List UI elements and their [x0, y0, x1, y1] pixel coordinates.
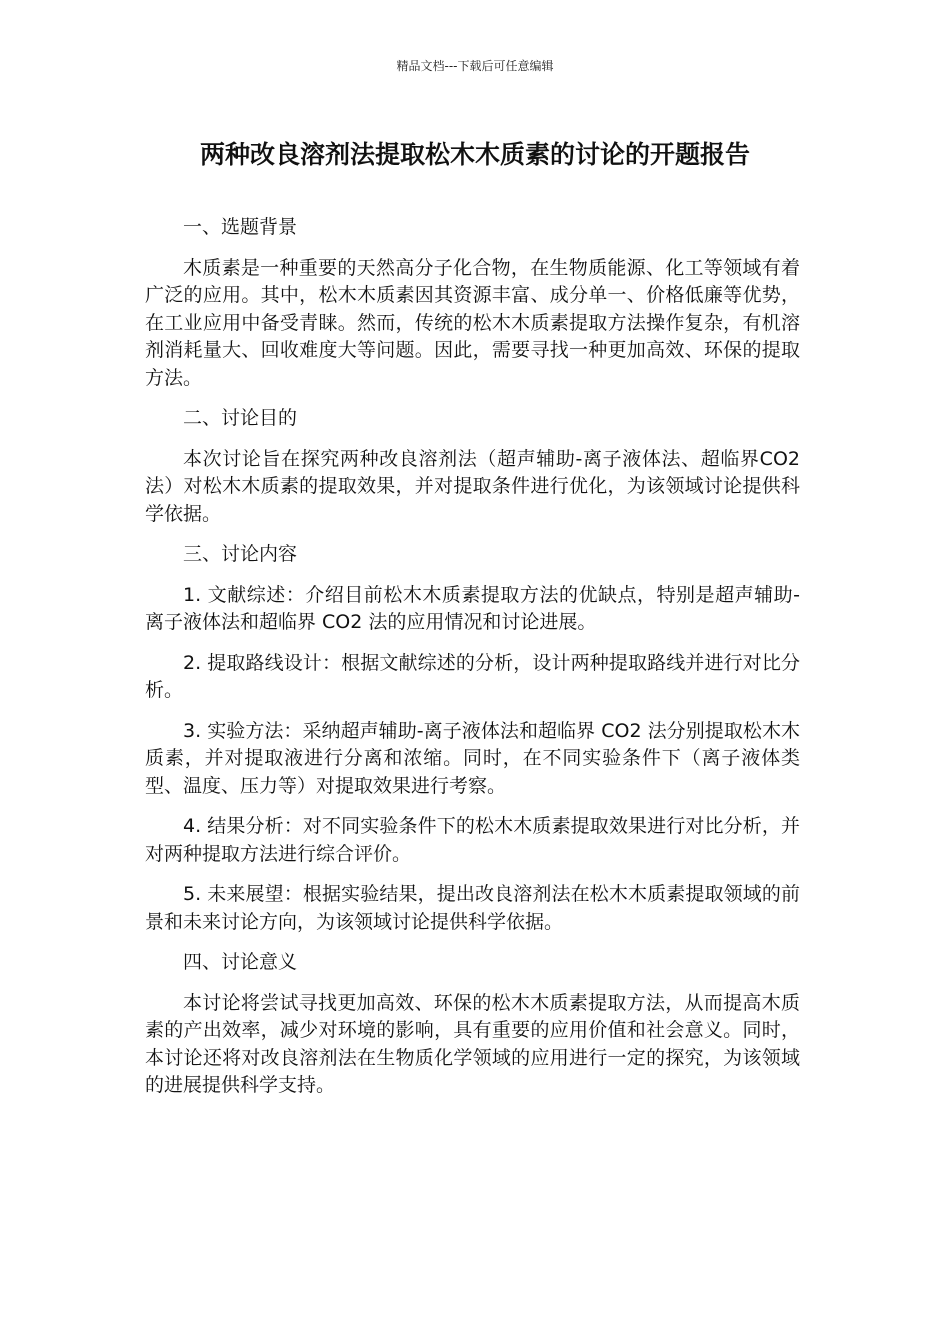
- content-item-3: 3. 实验方法：采纳超声辅助-离子液体法和超临界 CO2 法分别提取松木木质素，并对提取液进行分离和浓缩。同时，在不同实验条件下（离子液体类型、温度、压力等）对提取效果进行考察。: [145, 719, 800, 797]
- header-note: 精品文档---下载后可任意编辑: [396, 59, 554, 73]
- content-item-1: 1. 文献综述：介绍目前松木木质素提取方法的优缺点，特别是超声辅助-离子液体法和超临界 CO2 法的应用情况和讨论进展。: [145, 583, 800, 633]
- document-title: 两种改良溶剂法提取松木木质素的讨论的开题报告: [199, 140, 750, 169]
- background-paragraph: 木质素是一种重要的天然高分子化合物，在生物质能源、化工等领域有着广泛的应用。其中，松木木质素因其资源丰富、成分单一、价格低廉等优势，在工业应用中备受青睐。然而，传统的松木木质素提取方法操作复杂，有机溶剂消耗量大、回收难度大等问题。因此，需要寻找一种更加高效、环保的提取方法。: [145, 256, 800, 389]
- section-heading-significance: 四、讨论意义: [183, 951, 298, 973]
- section-heading-content: 三、讨论内容: [183, 543, 298, 565]
- content-item-5: 5. 未来展望：根据实验结果，提出改良溶剂法在松木木质素提取领域的前景和未来讨论方向，为该领域讨论提供科学依据。: [145, 883, 800, 933]
- document-body: [145, 214, 800, 1113]
- section-heading-purpose: 二、讨论目的: [183, 407, 298, 429]
- purpose-paragraph: 本次讨论旨在探究两种改良溶剂法（超声辅助-离子液体法、超临界CO2 法）对松木木质素的提取效果，并对提取条件进行优化，为该领域讨论提供科学依据。: [145, 447, 800, 525]
- content-item-2: 2. 提取路线设计：根据文献综述的分析，设计两种提取路线并进行对比分析。: [145, 651, 800, 701]
- significance-paragraph: 本讨论将尝试寻找更加高效、环保的松木木质素提取方法，从而提高木质素的产出效率，减少对环境的影响，具有重要的应用价值和社会意义。同时，本讨论还将对改良溶剂法在生物质化学领域的应用进行一定的探究，为该领域的进展提供科学支持。: [145, 991, 800, 1096]
- section-heading-background: 一、选题背景: [183, 216, 298, 238]
- content-item-4: 4. 结果分析：对不同实验条件下的松木木质素提取效果进行对比分析，并对两种提取方法进行综合评价。: [145, 815, 800, 865]
